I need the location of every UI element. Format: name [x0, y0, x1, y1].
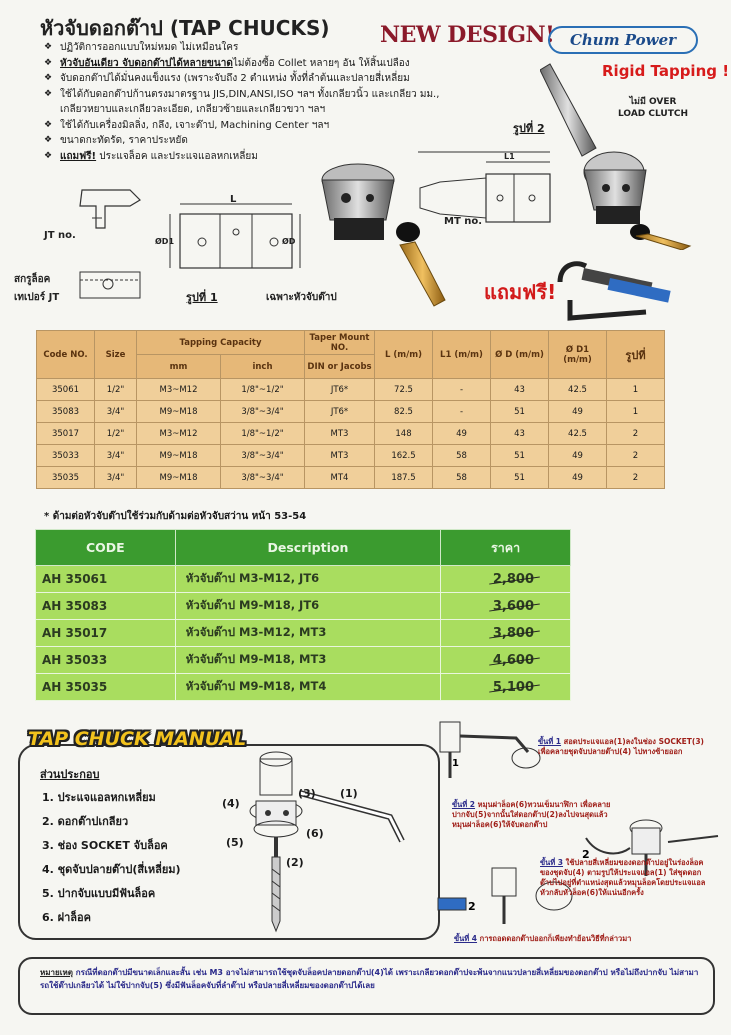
spec-row	[37, 401, 665, 423]
spec-cell: M9~M18	[137, 401, 221, 423]
dim-l1-label: L1	[504, 152, 515, 161]
spec-row	[37, 445, 665, 467]
spec-cell: 3/4"	[95, 401, 137, 423]
price-amount: 3,800	[492, 625, 534, 641]
remark-text: หมายเหตุ กรณีที่ดอกต๊าปมีขนาดเล็กและสั้น เช่น M3 อาจไม่สามารถใช้ชุดจับล็อคปลายดอกต๊าป(4)ได้ เพราะเกลียวดอกต๊าปจะพ้นจากแนวปลายสี่เหลี่ยมของดอกต๊าป หรือไม่ถึงปากจับ ไม่สามารถใช้ต๊าปเกลียวได้ ไม่ใช้ปากจับ(5) ซึ่งมีฟันล็อคจับที่ลำต๊าป หรือปลายสี่เหลี่ยมของดอกต๊าปได้เลย	[40, 968, 699, 990]
spec-cell: 1	[607, 379, 665, 401]
dim-l-label: L	[230, 194, 237, 205]
spec-cell: 42.5	[549, 379, 607, 401]
spec-cell: 49	[433, 423, 491, 445]
price-amount-cell	[441, 620, 571, 647]
price-description: หัวจับต๊าป M9-M18, JT6	[175, 593, 440, 620]
price-amount: 4,600	[492, 652, 534, 668]
price-row	[36, 566, 571, 593]
price-code: AH 35017	[36, 620, 176, 647]
spec-cell: M9~M18	[137, 445, 221, 467]
price-row	[36, 647, 571, 674]
dim-od1-label: ØD1	[155, 237, 175, 246]
price-code: AH 35033	[36, 647, 176, 674]
price-amount: 2,800	[492, 571, 534, 587]
feature-item: ❖ จับดอกต๊าปได้มั่นคงแข็งแรง (เพราะจับถึง 2 ตำแหน่ง ทั้งที่ลำต้นและปลายสี่เหลี่ยม	[42, 71, 542, 87]
spec-cell: 1/8"~1/2"	[221, 379, 305, 401]
col-taper: Taper Mount NO.	[305, 331, 375, 355]
spec-cell: M3~M12	[137, 423, 221, 445]
spec-cell: 51	[491, 445, 549, 467]
callout-5: (5)	[226, 836, 244, 849]
spec-cell: 82.5	[375, 401, 433, 423]
spec-cell: MT3	[305, 445, 375, 467]
price-table	[35, 529, 571, 701]
price-description: หัวจับต๊าป M9-M18, MT3	[175, 647, 440, 674]
feature-item: ❖ หัวจับอันเดียว จับดอกต๊าปได้หลายขนาดไม่ต้องซื้อ Collet หลายๆ อัน ให้สิ้นเปลือง	[42, 56, 542, 72]
parts-list	[42, 786, 181, 930]
spec-cell: 42.5	[549, 423, 607, 445]
spec-cell: 187.5	[375, 467, 433, 489]
figure-2-drawing	[410, 140, 560, 230]
spec-cell: 35035	[37, 467, 95, 489]
price-row	[36, 674, 571, 701]
spec-cell: 3/8"~3/4"	[221, 401, 305, 423]
col-capacity: Tapping Capacity	[137, 331, 305, 355]
gift-label: แถมฟรี!	[484, 280, 557, 304]
col-l1: L1 (m/m)	[433, 331, 491, 379]
step-1: ขั้นที่ 1 สอดประแจแอล(1)ลงในช่อง SOCKET(3) เพื่อคลายชุดจับปลายต๊าป(4) ไปทางซ้ายออก	[538, 737, 704, 756]
spec-cell: 2	[607, 423, 665, 445]
jt-no-label: JT no.	[44, 230, 76, 241]
col-inch: inch	[221, 355, 305, 379]
spec-cell: 1/2"	[95, 379, 137, 401]
page-title: หัวจับดอกต๊าป (TAP CHUCKS)	[40, 16, 330, 40]
dim-od-label: ØD	[282, 237, 296, 246]
col-od: Ø D (m/m)	[491, 331, 549, 379]
part-item: 3. ช่อง SOCKET จับล็อค	[42, 839, 168, 852]
spec-cell: -	[433, 401, 491, 423]
price-col-desc: Description	[175, 530, 440, 566]
mt-no-label: MT no.	[444, 216, 483, 227]
part-item: 5. ปากจับแบบมีฟันล็อค	[42, 887, 156, 900]
part-item: 1. ประแจแอลหกเหลี่ยม	[42, 791, 156, 804]
spec-cell: 3/4"	[95, 445, 137, 467]
col-mm: mm	[137, 355, 221, 379]
callout-6: (6)	[306, 827, 324, 840]
new-design-banner: NEW DESIGN!	[380, 22, 555, 48]
callout-2: (2)	[286, 856, 304, 869]
spec-cell: 49	[549, 445, 607, 467]
spec-cell: 1/2"	[95, 423, 137, 445]
feature-item: ❖ ปฏิวัติการออกแบบใหม่หมด ไม่เหมือนใคร	[42, 40, 542, 56]
spec-cell: 3/8"~3/4"	[221, 445, 305, 467]
feature-item: ❖ ขนาดกะทัดรัด, ราคาประหยัด	[42, 133, 542, 149]
price-code: AH 35035	[36, 674, 176, 701]
spec-cell: 43	[491, 379, 549, 401]
step1-arrow-number: 1	[452, 758, 459, 769]
spec-cell: 3/4"	[95, 467, 137, 489]
price-amount-cell	[441, 674, 571, 701]
rigid-tapping-label: Rigid Tapping !	[602, 62, 730, 80]
feature-item: เกลียวหยาบและเกลียวละเอียด, เกลียวซ้ายและเกลียวขวา ฯลฯ	[60, 104, 326, 115]
price-row	[36, 620, 571, 647]
step-3: ขั้นที่ 3 ใช้ปลายสี่เหลี่ยมของดอกต๊าปอยู่ในร่องล็อคของชุดจับ(4) ตามรูปให้ประแจแอล(1) ใส่ชุดดอกต๊าปไปอยู่ที่ตำแหน่งสุดแล้วหมุนล็อคโดยประแจแอลหัวกลับหัวล็อค(6)ให้แน่นอีกครั้ง	[540, 858, 706, 897]
manual-title: TAP CHUCK MANUAL	[28, 728, 247, 750]
brand-logo: Chum Power	[548, 26, 698, 54]
wrench-gift-icon	[550, 256, 690, 328]
spec-row	[37, 379, 665, 401]
price-description: หัวจับต๊าป M9-M18, MT4	[175, 674, 440, 701]
callout-4: (4)	[222, 797, 240, 810]
taper-jt-label: เทเปอร์ JT	[14, 292, 60, 303]
spec-cell: 2	[607, 467, 665, 489]
spec-cell: 58	[433, 467, 491, 489]
part-item: 4. ชุดจับปลายต๊าป(สี่เหลี่ยม)	[42, 863, 181, 876]
spec-cell: 72.5	[375, 379, 433, 401]
price-row	[36, 593, 571, 620]
part-item: 2. ดอกต๊าปเกลียว	[42, 815, 129, 828]
col-fig: รูปที่	[607, 331, 665, 379]
price-description: หัวจับต๊าป M3-M12, MT3	[175, 620, 440, 647]
spec-row	[37, 467, 665, 489]
price-description: หัวจับต๊าป M3-M12, JT6	[175, 566, 440, 593]
spec-cell: JT6*	[305, 379, 375, 401]
price-amount: 3,600	[492, 598, 534, 614]
figure-1-note: เฉพาะหัวจับต๊าป	[266, 292, 337, 303]
spec-cell: 162.5	[375, 445, 433, 467]
spec-cell: 43	[491, 423, 549, 445]
spec-cell: 1	[607, 401, 665, 423]
col-l: L (m/m)	[375, 331, 433, 379]
step-4: ขั้นที่ 4 การถอดดอกต๊าปออกก็เพียงทำย้อนวิธีที่กล่าวมา	[454, 934, 632, 943]
spec-cell: JT6*	[305, 401, 375, 423]
price-amount-cell	[441, 593, 571, 620]
spec-cell: 51	[491, 401, 549, 423]
col-code: Code NO.	[37, 331, 95, 379]
tap-chuck-photo-mt	[540, 60, 700, 250]
part-item: 6. ฝาล็อค	[42, 911, 91, 924]
spec-cell: M3~M12	[137, 379, 221, 401]
spec-row	[37, 423, 665, 445]
price-amount-cell	[441, 647, 571, 674]
spec-cell: 2	[607, 445, 665, 467]
spec-cell: 49	[549, 467, 607, 489]
spec-cell: -	[433, 379, 491, 401]
chuck-exploded-diagram	[230, 745, 430, 935]
feature-item: ❖ ใช้ได้กับเครื่องมิลลิ่ง, กลึง, เจาะต๊าป, Machining Center ฯลฯ	[42, 118, 542, 134]
price-col-code: CODE	[36, 530, 176, 566]
spec-table	[36, 330, 665, 489]
figure-2-caption: รูปที่ 2	[513, 122, 545, 135]
step3-arrow-number: 2	[468, 900, 476, 913]
overload-clutch-label: ไม่มี OVER LOAD CLUTCH	[618, 97, 688, 119]
figure-1-caption: รูปที่ 1	[186, 291, 218, 304]
col-od1: Ø D1 (m/m)	[549, 331, 607, 379]
callout-3: (3)	[298, 787, 316, 800]
step2-arrow-number: 2	[582, 848, 590, 861]
col-size: Size	[95, 331, 137, 379]
screw-lock-label: สกรูล็อค	[14, 274, 51, 285]
spec-cell: 58	[433, 445, 491, 467]
feature-item: ❖ แถมฟรี! ประแจล็อค และประแจแอลหกเหลี่ยม	[42, 149, 542, 165]
spec-cell: 49	[549, 401, 607, 423]
spec-cell: 35033	[37, 445, 95, 467]
spec-cell: MT4	[305, 467, 375, 489]
extension-note: * ด้ามต่อหัวจับต๊าปใช้ร่วมกับด้ามต่อหัวจับสว่าน หน้า 53-54	[44, 511, 307, 522]
step-2: ขั้นที่ 2 หมุนฝาล็อค(6)ทวนเข็มนาฬิกา เพื่อคลายปากจับ(5)จากนั้นใส่ดอกต๊าป(2)ลงไปจนสุดแล้วหมุนฝาล็อค(6)ให้จับดอกต๊าป	[452, 800, 611, 829]
spec-cell: M9~M18	[137, 467, 221, 489]
spec-cell: 1/8"~1/2"	[221, 423, 305, 445]
spec-cell: 35017	[37, 423, 95, 445]
spec-cell: 3/8"~3/4"	[221, 467, 305, 489]
price-code: AH 35083	[36, 593, 176, 620]
spec-cell: 35083	[37, 401, 95, 423]
spec-cell: 35061	[37, 379, 95, 401]
col-taper-sub: DIN or Jacobs	[305, 355, 375, 379]
callout-1: (1)	[340, 787, 358, 800]
feature-item: ❖ ใช้ได้กับดอกต๊าปก้านตรงมาตรฐาน JIS,DIN,ANSI,ISO ฯลฯ ทั้งเกลียวนิ้ว และเกลียว มม.,	[42, 87, 542, 103]
spec-cell: MT3	[305, 423, 375, 445]
spec-cell: 51	[491, 467, 549, 489]
spec-cell: 148	[375, 423, 433, 445]
price-col-price: ราคา	[441, 530, 571, 566]
price-code: AH 35061	[36, 566, 176, 593]
price-amount-cell	[441, 566, 571, 593]
price-amount: 5,100	[492, 679, 534, 695]
parts-heading: ส่วนประกอบ	[40, 768, 100, 781]
